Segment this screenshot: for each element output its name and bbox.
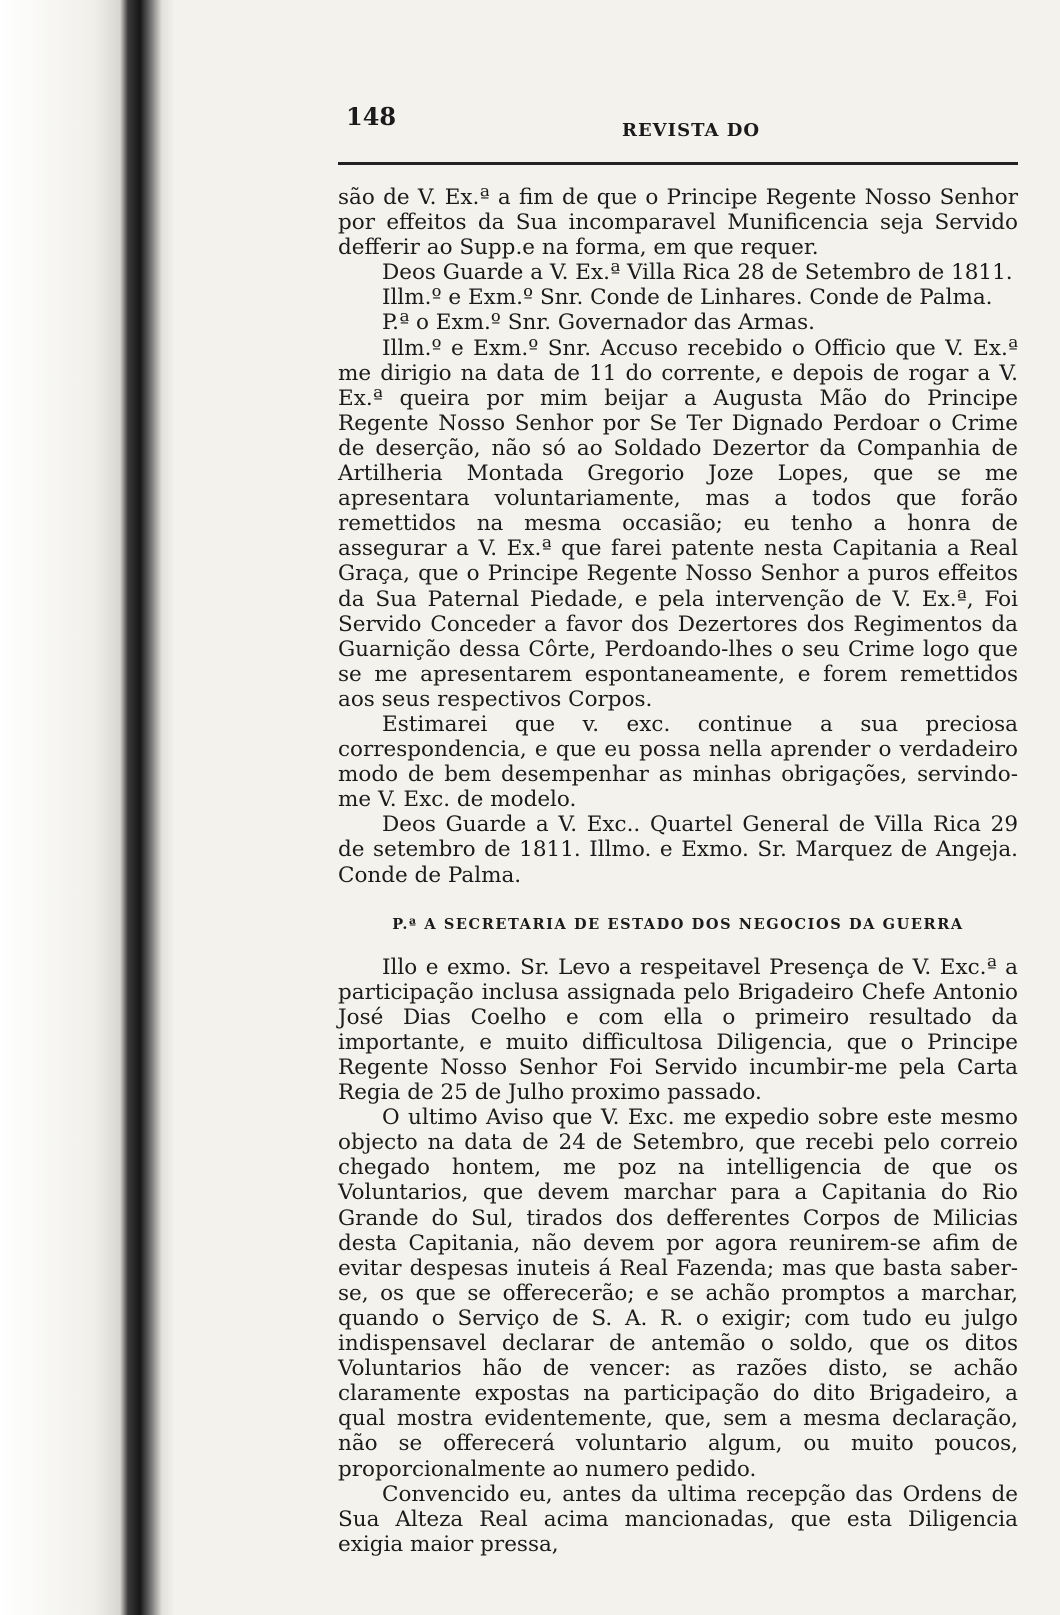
paragraph: Deos Guarde a V. Ex.ª Villa Rica 28 de Setembro de 1811. <box>382 260 1013 286</box>
paragraph: Convencido eu, antes da ultima recepção das Ordens de Sua Alteza Real acima mancionadas, que esta Diligencia exigia maior pressa, <box>338 1481 1018 1557</box>
paragraph: Illm.º e Exm.º Snr. Conde de Linhares. Conde de Palma. <box>382 285 993 311</box>
book-binding-shadow <box>0 0 175 1615</box>
running-head: REVISTA DO <box>622 120 760 141</box>
paragraph: Illm.º e Exm.º Snr. Accuso recebido o Officio que V. Ex.ª me dirigio na data de 11 do corrente, e depois de rogar a V. Ex.ª queira por mim beijar a Augusta Mão do Principe Regente Nosso Senhor por Se Ter Dignado Perdoar o Crime de deserção, não só ao Soldado Dezertor da Companhia de Artilheria Montada Gregorio Joze Lopes, que se me apresentara voluntariamente, mas a todos que forão remettidos na mesma occasião; eu tenho a honra de assegurar a V. Ex.ª que farei patente nesta Capitania a Real Graça, que o Principe Regente Nosso Senhor a puros effeitos da Sua Paternal Piedade, e pela intervenção de V. Ex.ª, Foi Servido Conceder a favor dos Dezertores dos Regimentos da Guarnição dessa Côrte, Perdoando-lhes o seu Crime logo que se me apresentarem espontaneamente, e forem remettidos aos seus respectivos Corpos. <box>338 335 1018 712</box>
page-header <box>338 96 1018 165</box>
paragraph: Illo e exmo. Sr. Levo a respeitavel Presença de V. Exc.ª a participação inclusa assignada pelo Brigadeiro Chefe Antonio José Dias Coelho e com ella o primeiro resultado da importante, e muito difficultosa Diligencia, que o Principe Regente Nosso Senhor Foi Servido incumbir-me pela Carta Regia de 25 de Julho proximo passado. <box>338 954 1018 1106</box>
document-page <box>338 96 1018 1557</box>
paragraph: Deos Guarde a V. Exc.. Quartel General de Villa Rica 29 de setembro de 1811. Illmo. e Exmo. Sr. Marquez de Angeja. Conde de Palma. <box>338 812 1018 888</box>
paragraph: Estimarei que v. exc. continue a sua preciosa correspondencia, e que eu possa nella aprender o verdadeiro modo de bem desempenhar as minhas obrigações, servindo-me V. Exc. de modelo. <box>338 711 1018 813</box>
section-title: P.ª A SECRETARIA DE ESTADO DOS NEGOCIOS DA GUERRA <box>392 915 964 933</box>
paragraph: O ultimo Aviso que V. Exc. me expedio sobre este mesmo objecto na data de 24 de Setembro, que recebi pelo correio chegado hontem, me poz na intelligencia de que os Voluntarios, que devem marchar para a Capitania do Rio Grande do Sul, tirados dos defferentes Corpos de Milicias desta Capitania, não devem por agora reunirem-se afim de evitar despesas inuteis á Real Fazenda; mas que basta saber-se, os que se offerecerão; e se achão promptos a marchar, quando o Serviço de S. A. R. o exigir; com tudo eu julgo indispensavel declarar de antemão o soldo, que os ditos Voluntarios hão de vencer: as razões disto, se achão claramente expostas na participação do dito Brigadeiro, a qual mostra evidentemente, que, sem a mesma declaração, não se offerecerá voluntario algum, ou muito poucos, proporcionalmente ao numero pedido. <box>338 1105 1018 1482</box>
page-body <box>338 185 1018 1557</box>
page-number: 148 <box>346 102 397 131</box>
paragraph: P.ª o Exm.º Snr. Governador das Armas. <box>382 310 815 336</box>
paragraph: são de V. Ex.ª a fim de que o Principe Regente Nosso Senhor por effeitos da Sua incomparavel Munificencia seja Servido defferir ao Supp.e na forma, em que requer. <box>338 185 1018 261</box>
